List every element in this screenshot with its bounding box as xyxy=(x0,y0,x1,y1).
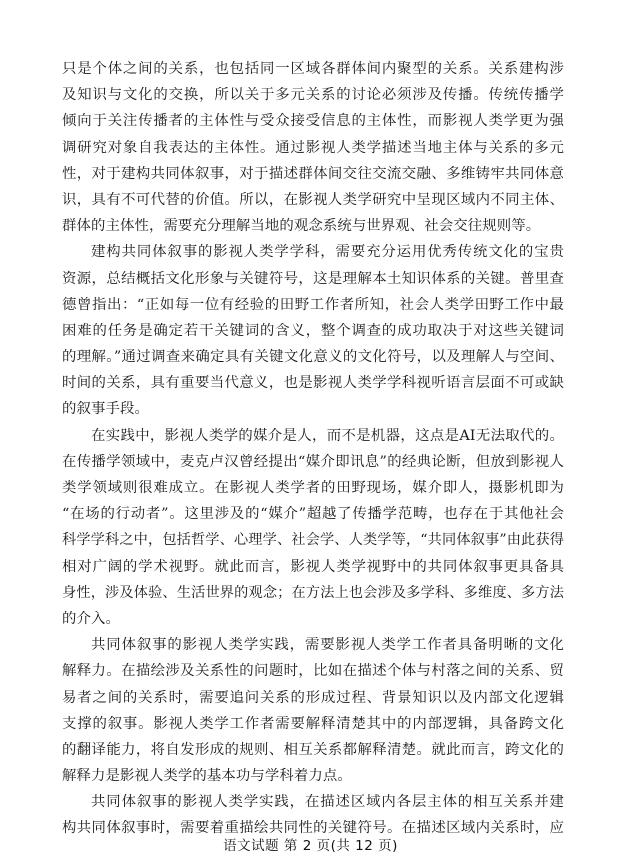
page-footer: 语文试题 第 2 页(共 12 页) xyxy=(223,838,398,854)
text-line: 的叙事手段。 xyxy=(62,401,149,418)
text-line: 易者之间的关系时，需要追问关系的形成过程、背景知识以及内部文化逻辑 xyxy=(62,689,564,706)
text-line: 身性，涉及体验、生活世界的观念；在方法上也会涉及多学科、多维度、多方法 xyxy=(62,584,564,601)
text-line: “在场的行动者”。这里涉及的“媒介”超越了传播学范畴，也存在于其他社会 xyxy=(62,506,564,523)
text-line: 的翻译能力，将自发形成的规则、相互关系都解释清楚。就此而言，跨文化的 xyxy=(62,741,564,758)
text-line: 群体的主体性，需要充分理解当地的观念系统与世界观、社会交往规则等。 xyxy=(62,218,541,235)
text-line: 科学学科之中，包括哲学、心理学、社会学、人类学等，“共同体叙事”由此获得 xyxy=(62,532,564,549)
text-line: 构共同体叙事时，需要着重描绘共同性的关键符号。在描述区域内关系时，应 xyxy=(62,820,564,837)
text-line: 的介入。 xyxy=(62,610,120,627)
text-line: 调研究对象自我表达的主体性。通过影视人类学描述当地主体与关系的多元 xyxy=(62,139,564,156)
text-line: 在传播学领域中，麦克卢汉曾经提出“媒介即讯息”的经典论断，但放到影视人 xyxy=(62,453,564,470)
text-line: 共同体叙事的影视人类学实践，在描述区域内各层主体的相互关系并建 xyxy=(91,794,564,811)
text-line: 解释力是影视人类学的基本功与学科着力点。 xyxy=(62,768,352,785)
text-line: 时间的关系，具有重要当代意义，也是影视人类学学科视听语言层面不可或缺 xyxy=(62,375,564,392)
text-line: 只是个体之间的关系，也包括同一区域各群体间内聚型的关系。关系建构涉 xyxy=(62,61,564,77)
text-line: 在实践中，影视人类学的媒介是人，而不是机器，这点是AI无法取代的。 xyxy=(91,427,564,444)
text-line: 性，对于建构共同体叙事，对于描述群体间交往交流交融、多维铸牢共同体意 xyxy=(62,165,564,182)
text-line: 识，具有不可代替的价值。所以，在影视人类学研究中呈现区域内不同主体、 xyxy=(62,191,564,208)
paragraph-4 xyxy=(62,632,564,789)
text-line: 共同体叙事的影视人类学实践，需要影视人类学工作者具备明晰的文化 xyxy=(91,637,564,654)
text-line: 相对广阔的学术视野。就此而言，影视人类学视野中的共同体叙事更具备具 xyxy=(62,558,564,575)
paragraph-2 xyxy=(62,239,564,422)
paragraph-1 xyxy=(62,56,564,239)
text-line: 资源，总结概括文化形象与关键符号，这是理解本土知识体系的关键。普里查 xyxy=(62,270,564,287)
text-line: 支撑的叙事。影视人类学工作者需要解释清楚其中的内部逻辑，具备跨文化 xyxy=(62,715,564,732)
text-line: 德曾指出：“正如每一位有经验的田野工作者所知，社会人类学田野工作中最 xyxy=(62,296,564,313)
text-line: 困难的任务是确定若干关键词的含义，整个调查的成功取决于对这些关键词 xyxy=(62,322,564,339)
text-line: 及知识与文化的交换，所以关于多元关系的讨论必须涉及传播。传统传播学 xyxy=(62,87,564,104)
text-line: 倾向于关注传播者的主体性与受众接受信息的主体性，而影视人类学更为强 xyxy=(62,113,564,130)
paragraph-3 xyxy=(62,423,564,633)
text-line: 建构共同体叙事的影视人类学学科，需要充分运用优秀传统文化的宝贵 xyxy=(91,244,564,261)
text-line: 的理解。”通过调查来确定具有关键文化意义的文化符号，以及理解人与空间、 xyxy=(62,349,564,366)
text-line: 类学领域则很难成立。在影视人类学者的田野现场，媒介即人，摄影机即为 xyxy=(62,480,564,496)
text-line: 解释力。在描绘涉及关系性的问题时，比如在描述个体与村落之间的关系、贸 xyxy=(62,663,564,680)
document-body xyxy=(62,56,564,842)
